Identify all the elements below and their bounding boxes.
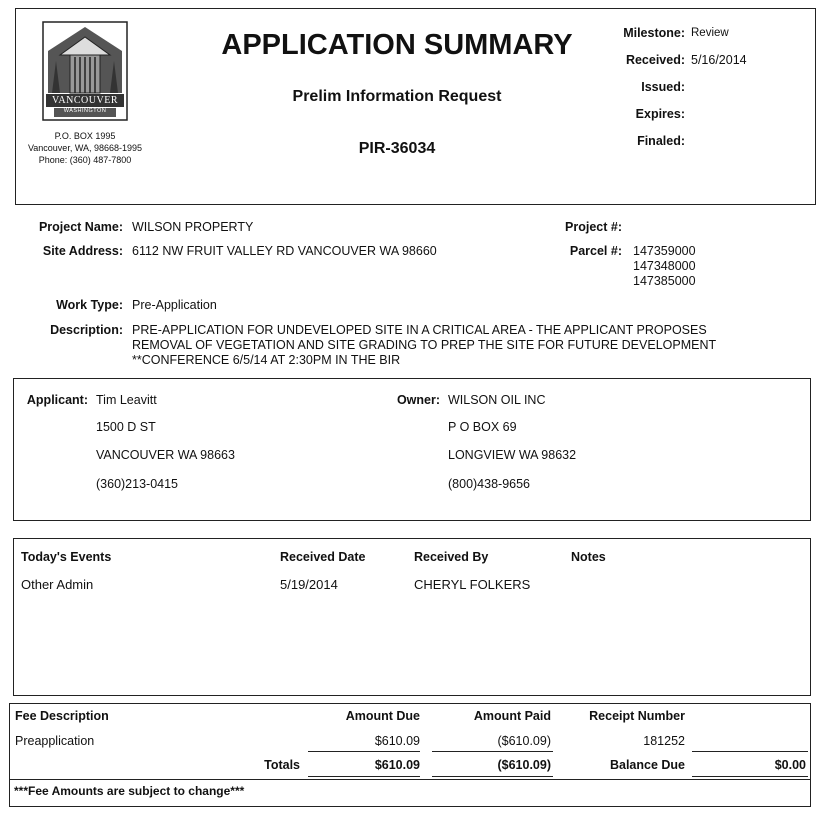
site-address-label: Site Address:	[42, 244, 123, 258]
events-box	[13, 538, 811, 696]
owner-name: WILSON OIL INC	[448, 393, 546, 407]
event-name: Other Admin	[21, 577, 94, 592]
project-number-label: Project #:	[565, 220, 622, 234]
record-id: PIR-36034	[358, 140, 436, 157]
parcel-label: Parcel #:	[569, 244, 622, 258]
description-line: **CONFERENCE 6/5/14 AT 2:30PM IN THE BIR	[132, 353, 401, 367]
event-received-by: CHERYL FOLKERS	[414, 577, 531, 592]
balance-due-value: $0.00	[774, 758, 806, 772]
fee-description-header: Fee Description	[15, 709, 109, 723]
parcel-number: 147359000	[633, 244, 696, 258]
owner-phone: (800)438-9656	[448, 477, 531, 491]
po-box: P.O. BOX 1995	[54, 131, 116, 141]
amount-paid-header: Amount Paid	[473, 709, 551, 723]
issued-label: Issued:	[641, 80, 685, 94]
applicant-label: Applicant:	[26, 393, 88, 407]
fee-description: Preapplication	[15, 734, 95, 748]
owner-street: P O BOX 69	[448, 420, 517, 434]
event-date: 5/19/2014	[280, 577, 338, 592]
totals-underline-due	[308, 776, 420, 777]
description-line: REMOVAL OF VEGETATION AND SITE GRADING TO PREP THE SITE FOR FUTURE DEVELOPMENT	[132, 338, 717, 352]
logo-text-bottom: WASHINGTON	[63, 108, 107, 114]
city-logo	[42, 21, 128, 121]
total-amount-paid: ($610.09)	[497, 758, 551, 772]
project-name-value: WILSON PROPERTY	[132, 220, 254, 234]
notes-header: Notes	[571, 550, 606, 564]
totals-underline-balance	[692, 776, 808, 777]
page-subtitle: Prelim Information Request	[292, 88, 502, 105]
received-date-header: Received Date	[280, 550, 366, 564]
received-by-header: Received By	[414, 550, 489, 564]
totals-divider-due	[308, 751, 420, 752]
fee-receipt-number: 181252	[643, 734, 685, 748]
total-amount-due: $610.09	[374, 758, 420, 772]
fee-footnote: ***Fee Amounts are subject to change***	[14, 784, 245, 798]
description-line: PRE-APPLICATION FOR UNDEVELOPED SITE IN A CRITICAL AREA - THE APPLICANT PROPOSES	[132, 323, 707, 337]
milestone-value: Review	[691, 27, 729, 39]
milestone-label: Milestone:	[623, 26, 685, 40]
totals-divider-paid	[432, 751, 553, 752]
receipt-number-header: Receipt Number	[589, 709, 685, 723]
applicant-street: 1500 D ST	[96, 420, 156, 434]
site-address-value: 6112 NW FRUIT VALLEY RD VANCOUVER WA 98660	[132, 244, 437, 258]
balance-due-label: Balance Due	[609, 758, 685, 772]
received-value: 5/16/2014	[691, 53, 747, 67]
amount-due-header: Amount Due	[345, 709, 420, 723]
events-header: Today's Events	[21, 550, 112, 564]
owner-label: Owner:	[396, 393, 440, 407]
work-type-value: Pre-Application	[132, 298, 217, 312]
phone: Phone: (360) 487-7800	[38, 155, 132, 165]
project-name-label: Project Name:	[38, 220, 123, 234]
applicant-name: Tim Leavitt	[96, 393, 157, 407]
footnote-divider	[10, 779, 810, 780]
parcel-number: 147385000	[633, 274, 696, 288]
received-label: Received:	[625, 53, 685, 67]
work-type-label: Work Type:	[56, 298, 123, 312]
owner-city: LONGVIEW WA 98632	[448, 448, 577, 462]
expires-label: Expires:	[635, 107, 685, 121]
totals-divider-balance	[692, 751, 808, 752]
logo-text-top: VANCOUVER	[52, 95, 118, 106]
fee-amount-paid: ($610.09)	[497, 734, 551, 748]
totals-label: Totals	[264, 758, 300, 772]
city-seal-icon	[42, 21, 128, 121]
totals-underline-paid	[432, 776, 553, 777]
description-label: Description:	[50, 323, 123, 337]
applicant-phone: (360)213-0415	[96, 477, 179, 491]
applicant-city: VANCOUVER WA 98663	[96, 448, 235, 462]
city-line: Vancouver, WA, 98668-1995	[27, 143, 143, 153]
fee-amount-due: $610.09	[374, 734, 420, 748]
parcel-number: 147348000	[633, 259, 696, 273]
finaled-label: Finaled:	[637, 134, 685, 148]
page-title: APPLICATION SUMMARY	[221, 29, 573, 61]
